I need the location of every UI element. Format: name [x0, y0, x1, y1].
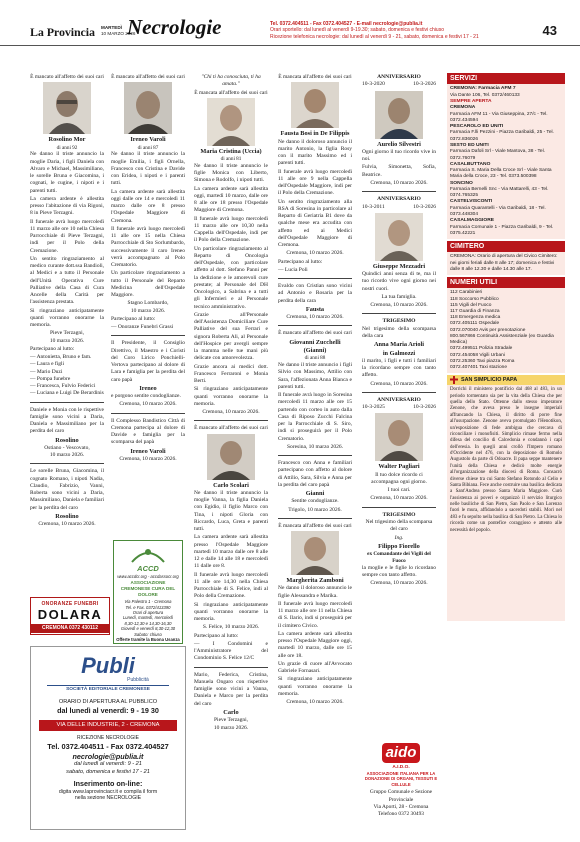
notice-text: Un particolare ringraziamento al Reparto di Oncologia dell'Ospedale, con particolare affetto al dott. Stefano Panni per la dedizione e le amorevoli cure prestate; al Personale del DH Oncologico, a Sabrina e a tutti gli Infermieri e al Personale tecnico amministrativo. [194, 245, 268, 310]
obituary-column-3 [194, 74, 268, 733]
notice-text: Francesco con Anna e familiari partecipano con affetto al dolore di Attilio, Sara, Silvia e Anna per la perdita del caro papà [278, 460, 352, 488]
website-section: nella sezione NECROLOGIE [74, 795, 142, 802]
cemetery-title: CIMITERO [447, 241, 565, 252]
notice-text: e porgono sentite condoglianze. [111, 393, 181, 400]
email-link[interactable]: necrologie@publia.it [72, 751, 144, 761]
publi-logo-sub: Pubblicità [127, 677, 149, 683]
deceased-name: Aurelio Silvestri [377, 140, 421, 148]
deceased-age: di anni 88 [304, 355, 326, 362]
publi-address: VIA DELLE INDUSTRIE, 2 - CREMONA [39, 720, 177, 732]
condolence-item: — Lucia Poli [278, 266, 308, 273]
notice-text: La camera ardente sarà allestita presso l'Ospedale Maggiore martedì 10 marzo dalle ore 8 alle 12 e dalle 14 alle 18 e mercoledì 11 dalle ore 8. [194, 534, 268, 570]
aido-logo: aido [382, 743, 420, 763]
notice-text: Un particolare ringraziamento a tutto il Personale del Reparto Medicina dell'Ospedale Maggiore. [111, 270, 185, 299]
opening-hours: dal lunedì al venerdì: 9 - 19 30 [57, 706, 159, 716]
notice-text: Il funerale avrà luogo mercoledì 11 marzo alle ore 10 nella Chiesa Parrocchiale di Pieve Terzagni, indi per il Polo della Cremazione. [30, 218, 104, 254]
notice-text: La tua famiglia. [381, 293, 417, 300]
funeral-home-ad [30, 597, 110, 635]
notice-text: Un sentito ringraziamento alla RSA di Soresina in particolare al Reparto di Geriatria B1 dove da qualche mese era accudita con affetto ed ai Medici dell'Ospedale Maggiore di Cremona. [278, 198, 352, 249]
deceased-name: Giovanni Zucchelli (Gianni) [289, 338, 341, 354]
notice-text: Il Complesso Bandistico Città di Cremona partecipa al dolore di Davide e famiglia per la scomparsa del papà [111, 417, 185, 446]
deceased-name: Walter Pagliari [378, 463, 420, 471]
notice-place: Trigolo, 10 marzo 2026. [288, 506, 342, 513]
notice-text: Un sentito ringraziamento al medico curante dott.ssa Bandioli, al Medici e a tutto il Personale dell'Unità Operativa Cure Palliative della Casa di Cura Ancelle della Carità per l'assistenza prestata. [30, 255, 104, 306]
ad-phone: CREMONA 0372 430112 [31, 624, 109, 633]
notice-text: il marito, i figli e tutti i familiari la ricordano sempre con tanto affetto. [362, 357, 436, 379]
notice-place: Pieve Terzagni, 10 marzo 2026. [213, 717, 249, 731]
aido-description: ASSOCIAZIONE ITALIANA PER LA DONAZIONE DI ORGANI, TESSUTI E CELLULE [364, 770, 438, 787]
notice-place: Cremona, 10 marzo 2026. [286, 699, 344, 706]
notice-text: Daniele e Monia con le rispettive famiglie sono vicini a Daria, Daniela e Massimiliano per la perdita del caro [30, 406, 104, 435]
accd-line: Tel. e Fax. 0372/413390 [125, 604, 171, 610]
reception-title: RICEZIONE NECROLOGIE [77, 735, 139, 742]
accd-line: Sabato: chiuso [134, 631, 162, 637]
accd-line: Offerte tramite la Buona Usanza [116, 637, 180, 643]
notice-heading: È mancato all'affetto dei suoi cari [111, 74, 185, 80]
condolence-item: — Luciana e Luigi De Berardinis [30, 390, 104, 397]
publi-company: SOCIETÀ EDITORIALE CREMONESE [47, 685, 169, 693]
deceased-name: Gianni [305, 490, 325, 498]
notice-place: Cremona, 10 marzo 2026. [370, 179, 428, 186]
notice-place: Cremona, 10 marzo 2026. [370, 380, 428, 387]
useful-numbers-title: NUMERI UTILI [447, 277, 565, 288]
notice-heading: È mancata all'affetto dei suoi cari [278, 522, 352, 529]
notice-text: Ne danno il doloroso annuncio il marito Antonio, la figlia Rosy con il marito Massimo ed i parenti tutti. [278, 138, 352, 167]
notice-text: Mario, Federica, Cristina, Manuela Ongaro con rispettive famiglie sono vicini a Vanna, Daniela e Marco per la perdita del caro [194, 671, 268, 707]
notice-place: Cremona, 10 marzo 2026. [119, 456, 177, 462]
notice-text: Il funerale avrà luogo in Soresina mercoledì 11 marzo alle ore 15 partendo con corteo in auto dalla Casa di Riposo Zucchi Falcina per la Parrocchiale di S. Siro, indi si proseguirà per il Polo Crematorio. [278, 392, 352, 442]
portrait-photo [291, 82, 339, 128]
notice-text: Nel trigesimo della scomparsa della cara [362, 325, 436, 339]
pharmacy-list: CREMONA: Farmacia AFM 7 Via Dante 106, Tel. 0372/460133 SEMPRE APERTA CREMONA Farmacia AFM 11 - Via Giuseppina, 27/c - Tel. 0372.434594 PESCAROLO ED UNITI Farmacia F.lli Pezzini - Piazza Garibaldi, 25 - Tel. 0372.836026 SESTO ED UNITI Farmacia Dafoli Srl - Viale Mantova, 38 - Tel. 0372.76079 CASALBUTTANO Farmacia S. Maria Della Croce Srl - Viale Santa Maria della Croce, 23 - Tel. 0373.500398 SONCINO Farmacia Bernelli Snc - Via Mattarelli, 43 - Tel. 0374.765325 CASTELVISCONTI Farmacia Quarantelli - Via Garibaldi, 18 - Tel. 0373.448304 CASALMAGGIORE Farmacia Comunale 1 - Piazza Garibaldi, 9 - Tel. 0375.42221 [447, 84, 565, 239]
phone-fax: Tel. 0372.404511 - Fax 0372.404527 [47, 742, 169, 752]
notice-text: Il funerale avrà luogo mercoledì 11 marzo alle ore 11 nella Chiesa di S. Ilario, indi si proseguirà per il cimitero Civico. [278, 600, 352, 629]
deceased-name: Fausta Bosi in De Filippis [280, 130, 350, 138]
notice-text: La camera ardente sarà allestita oggi, martedì 10 marzo, dalle ore 8 alle ore 18 presso l'Ospedale Maggiore di Cremona. [194, 185, 268, 214]
portrait-photo [375, 213, 423, 261]
notice-text: la moglie e le figlie lo ricordano sempre con tanto affetto. [362, 564, 436, 579]
anniversary-column [362, 74, 436, 589]
accd-line: 8,30-12,30 e 14,30-16,30 [124, 620, 172, 626]
notice-text: Si ringraziano anticipatamente quanti vorranno onorarne la memoria. [194, 386, 268, 407]
deceased-name: in Galmozzi [382, 349, 416, 357]
portrait-photo [43, 82, 91, 134]
anniversary-heading: ANNIVERSARIO [377, 74, 421, 80]
obituary-column-4 [278, 74, 352, 707]
notice-text: Grazie ancora ai medici dott. Francesco Ferraroni e Monia Berti. [194, 363, 268, 385]
accd-line: Giovedì e venerdì 8,30-12,30 [120, 626, 176, 632]
anniversary-years: 10-3-2011 10-3-2026 [362, 203, 436, 210]
notice-title: Ing. [394, 534, 404, 541]
trigesimo-heading: TRIGESIMO [382, 318, 416, 325]
notice-place: Cremona, 10 marzo 2026. [38, 521, 96, 528]
services-title: SERVIZI [447, 73, 565, 84]
portrait-photo [207, 98, 255, 146]
ad-heading: ONORANZE FUNEBRI [31, 598, 109, 608]
deceased-name: Giuseppe Mezzadri [372, 262, 426, 270]
condolence-item: — Francesca, Fulvio Federici [30, 383, 96, 390]
anniversary-heading: ANNIVERSARIO [377, 396, 421, 403]
condolence-item: — Pompa funebre [30, 375, 71, 382]
notice-text: Si ringraziano anticipatamente quanti vorranno onorarne la memoria. [278, 676, 352, 697]
notice-text: Ne danno il triste annuncio la moglie Daria, i figli Daniela con Alvaro e Michael, Massimiliano, le sorelle Bruna e Giacomina, i cognati, le cugine, i nipoti e i parenti tutti. [30, 151, 104, 194]
services-sidebar [447, 73, 565, 841]
notice-text: La camera ardente sarà allestita oggi dalle ore 14 e mercoledì 11 marzo dalle ore 8 presso l'Ospedale Maggiore di Cremona. [111, 188, 185, 224]
notice-heading: È mancata all'affetto dei suoi cari [278, 74, 352, 80]
notice-text: Fulvia, Simonetta, Sofia, Beatrice. [362, 164, 436, 178]
notice-place: Stagno Lombardo, 10 marzo 2026. [127, 300, 169, 314]
notice-text: Un grazie di cuore all'Avvocato Gabriele Fornasari. [278, 660, 352, 675]
obituary-column-1 [30, 74, 104, 530]
deceased-name: Carlo Scolari [213, 481, 249, 489]
portrait-photo [291, 531, 339, 575]
condolence-heading: Partecipano al lutto: [278, 258, 323, 265]
aido-name: A.I.D.O. [392, 764, 410, 770]
notice-text: La camera ardente è allestita presso l'abitazione di via Rigoni, 8 in Pieve Terzagni. [30, 195, 104, 217]
notice-text: Si ringraziano anticipatamente quanti vorranno onorarne la memoria. [194, 601, 268, 623]
notice-text: Quindici anni senza di te, ma il tuo ricordo vive ogni giorno nei nostri cuori. [362, 271, 436, 292]
deceased-role: ex Comandante dei Vigili del Fuoco [367, 551, 431, 565]
portrait-photo [207, 434, 255, 480]
notice-heading: È mancato all'affetto dei suoi cari [278, 330, 352, 337]
notice-text: Ne danno il triste annuncio la moglie Vanna, la figlia Daniela con Egidio, il figlio Marco con Tina, i nipoti Gloria con Riccardo, Luca, Greta e parenti tutti. [194, 489, 268, 533]
notice-text: Ne danno il triste annuncio i figli Silvio con Massimo, Attilio con Sara, l'affezionata Anna Bianca e parenti tutti. [278, 362, 352, 390]
notice-text: Il tuo dolce ricordo ci accompagna ogni giorno. [371, 471, 427, 485]
notice-text: Il funerale avrà luogo mercoledì 11 alle ore 14,30 nella Chiesa Parrocchiale di S. Felice, indi al Polo della Cremazione. [194, 571, 268, 600]
condolence-heading: Partecipano al lutto: [30, 345, 75, 352]
notice-text: Ne danno il triste annuncio le figlie Monica con Liberto, Simona e Rodolfo, i nipoti tutti. [194, 162, 268, 184]
aido-line: Telefono 0372 30493 [377, 810, 425, 817]
notice-text: Si ringraziano anticipatamente quanti vorranno onorarne la memoria. [30, 307, 104, 329]
page-number: 43 [542, 23, 557, 38]
quote: "Chi ti ha conosciuta, ti ha amata." [201, 74, 261, 88]
accd-ad [113, 540, 183, 644]
saint-biography: Dorrichi il ministero pontificio dal 468 al 483, in un periodo tormentato sia per la vita della Chiesa che per quella dello Stato. Ottenne dallo stesso imperatore Zenone, che aveva preso le insegne imperiali affrancando la Chiesa, il diritto di porre fine all'usurpazione. Zenone aveva promulgato l'Henotikon, un'esposizione di fede ambigua che cercava di riconciliare i monofisiti. Simplicio rimase fermo nella difesa del concilio di Calcedonia e condannò i capi dell'eresia. In quegli anni crollò l'Impero romano d'Occidente nel 476, con la deposizione di Romolo Augustolo da parte di Odoacre. Il papa seppe mantenere l'unità della Chiesa e dedicò molte energie all'organizzazione della diocesi di Roma. Consacrò diverse chiese tra cui Santo Stefano Rotondo al Celio e Santa Bibiana. Fece anche costruire una basilica dedicata a Sant'Andrea presso Santa Maria Maggiore. Curò l'assistenza ai poveri e organizzò il servizio liturgico nelle basiliche di San Pietro, San Paolo e San Lorenzo fuori le mura, affidandolo a sacerdoti stabili. Morì nel 483 e fu sepolto nella basilica di San Pietro. La Chiesa lo ricorda come un pontefice coraggioso e attento alle necessità del popolo. [447, 385, 565, 621]
issue-date: MARTEDÌ 10 MARZO 2026 [101, 25, 136, 36]
notice-place: Cremona, 10 marzo 2026. [119, 401, 177, 408]
deceased-name: Filippo Fiorello [378, 542, 420, 550]
notice-text: Le sorelle Bruna, Giacomina, il cognato Romano, i nipoti Nadia, Claudio, Fabrizio, Vanni, Roberta sono vicini a Daria, Massimiliano, Daniela e familiari per la perdita del caro [30, 468, 104, 511]
notice-place: Cremona, 10 marzo 2026. [370, 302, 428, 309]
notice-text: Grazie all'Personale dell'Assistenza Domiciliare Cure Palliative del sua Ferrari e signora Roberta Ali, al Personale dell'Hospice per avergli sempre la mamma nelle tue mani più delicate con amorevolezza. [194, 311, 268, 362]
notice-place: Cremona, 10 marzo 2026. [202, 409, 260, 416]
deceased-name: Ireneo Varoli [130, 447, 166, 455]
condolence-heading: Partecipano al lutto: [194, 632, 239, 639]
notice-heading: È mancato all'affetto dei suoi cari [194, 425, 268, 432]
notice-text: Ogni giorno il tuo ricordo vive in noi. [362, 148, 436, 163]
notice-text: Il funerale avrà luogo mercoledì 11 marzo alle ore 10,30 nella Cappella dell'Ospedale, indi per il Polo della Cremazione. [194, 215, 268, 244]
deceased-age: di anni 81 [220, 156, 242, 163]
deceased-name: Maria Cristina (Uccia) [200, 147, 262, 155]
aido-ad [362, 743, 440, 835]
notice-text: Il funerale avrà luogo mercoledì 11 alle ore 9 nella Cappella dell'Ospedale Maggiore, indi per il Polo della Cremazione. [278, 168, 352, 197]
reception-hours: dal lunedì al venerdì: 9 - 21 [74, 761, 142, 768]
useful-numbers-list: 112 Carabinieri 118 Soccorso Pubblico 115 Vigili del Fuoco 117 Guardia di Finanza 118 Emergenza medica 0372.405111 Ospedale 0372.070040 Avis per prenotazione 800.567866 Continuità Assistenziale (ex Guardia Medica) 0372.499511 Polizia Stradale 0372.454058 Vigili Urbani 0372.25360 Taxi piazza Roma 0372.407401 Taxi stazione [447, 288, 565, 373]
newspaper-logo: La Provincia [30, 25, 95, 39]
notice-place: Cremona, 10 marzo 2026. [370, 495, 428, 502]
ad-brand: DOLARA [37, 606, 103, 622]
online-title: Inserimento on-line: [73, 779, 143, 789]
notice-text: Ne danno il doloroso annuncio le figlie Alessandra e Marika. [278, 585, 352, 599]
accd-site[interactable]: www.accdcr.org - accdassocr.org [117, 573, 179, 579]
deceased-name: Rosolino [55, 512, 79, 520]
publi-logo: Publi [81, 653, 135, 678]
deceased-name: Margherita Zamboni [286, 577, 344, 585]
condolence-heading: Partecipano al lutto: [111, 315, 156, 322]
notice-place: S. Felice, 10 marzo 2026. [202, 624, 260, 631]
condolence-item: — I Condomini e l'Amministratore del Condominio S. Felice 12/C [194, 640, 268, 662]
anniversary-years: 10-3-2025 10-3-2026 [362, 404, 436, 411]
notice-text: Sentite condoglianze. [291, 498, 339, 505]
trigesimo-heading: TRIGESIMO [382, 511, 416, 518]
deceased-name: Anna Maria Arioli [373, 341, 425, 349]
notice-text: Ne danno il triste annuncio la moglie Emilia, i figli Ornella, Francesco con Cristina e Davide con Eridea, i nipoti e i parenti tutti. [111, 151, 185, 187]
condolence-item: — Antonietta, Bruno e fam. [30, 354, 92, 361]
deceased-age: di anni 87 [137, 144, 159, 151]
publi-box [30, 646, 186, 830]
website-link[interactable]: digita www.laprovinciacr.it e compila il form [58, 788, 158, 795]
notice-place: Cremona, 10 marzo 2026. [286, 250, 344, 257]
deceased-name: Ireneo Varoli [130, 136, 166, 144]
contact-info: Tel. 0372.404511 - Fax 0372.404527 - E-mail necrologie@publia.it Orari sportello: dal lunedì al venerdì 9-19.30; sabato, domenica e festivi chiuso Ricezione telefonica necrologie: dal lunedì al venerdì 9 - 21, sabato, domenica e festivi 17 - 21 [270, 21, 479, 40]
notice-text: La camera ardente sarà allestita presso l'Ospedale Maggiore oggi, martedì 10 marzo, dalle ore 15 alle ore 18. [278, 630, 352, 659]
aido-line: Gruppo Comunale e Sezione Provinciale [369, 789, 433, 803]
notice-text: Nel trigesimo della scomparsa del caro [365, 519, 433, 533]
portrait-photo [124, 82, 172, 134]
deceased-age: di anni 92 [56, 144, 78, 151]
portrait-photo [375, 413, 423, 461]
saint-heading: SAN SIMPLICIO PAPA [447, 375, 565, 385]
notice-place: Pieve Terzagni, 10 marzo 2026. [49, 330, 85, 344]
notice-heading: È mancato all'affetto dei suoi cari [30, 74, 104, 80]
deceased-name: Carlo [223, 708, 239, 716]
obituary-column-2 [111, 74, 185, 464]
accd-line: Lunedì, martedì, mercoledì [122, 615, 174, 621]
condolence-item: — Onoranze Funebri Grassi [111, 324, 174, 331]
deceased-name: Rosolino Mor [48, 136, 86, 144]
notice-place: Cremona, 10 marzo 2026. [286, 314, 344, 321]
condolence-item: — Laura e figli [30, 361, 65, 368]
accd-logo-icon [128, 544, 168, 564]
notice-place: Soresina, 10 marzo 2026. [286, 443, 344, 450]
accd-line: Orari di apertura [132, 610, 164, 616]
reception-hours: sabato, domenica e festivi 17 - 21 [66, 768, 150, 775]
cross-icon [450, 376, 458, 384]
notice-text: Il Presidente, il Consiglio Direttivo, il Maestro e i Coristi del Coro Lirico Ponchielli-Vertova partecipano al dolore di Lara e famiglia per la perdita del caro papà [111, 340, 185, 383]
notice-text: Il funerale avrà luogo mercoledì 11 alle ore 15 nella Chiesa Parrocchiale di Sto Sorlumbardo, successivamente il caro Ireneo verrà accompagnato al Polo Crematorio. [111, 225, 185, 269]
notice-place: Cremona, 10 marzo 2026. [370, 580, 428, 587]
deceased-name: Rosolino [55, 436, 79, 444]
notice-place: Ostiano - Vescovato, 10 marzo 2026. [44, 444, 90, 459]
anniversary-heading: ANNIVERSARIO [377, 196, 421, 203]
cemetery-hours: CREMONA: Orario di apertura del Civico Cimitero: nei giorni feriali dalle 8 alle 17; domenica e festivi dalle 8 alle 12.30 e dalle 14.30 alle 17. [447, 252, 565, 275]
condolence-item: — Mario Duzi [30, 368, 63, 375]
portrait-photo [375, 91, 423, 139]
aido-line: Via Aporti, 28 - Cremona [373, 803, 429, 810]
accd-title: ACCD [137, 564, 159, 573]
deceased-name: Fausta [305, 305, 325, 313]
accd-subtitle: ASSOCIAZIONE CREMONESE CURA DEL DOLORE [120, 580, 176, 598]
notice-text: Evaldo con Cristian sono vicini ad Antonio e Rosaria per la perdita della cara [278, 283, 352, 304]
notice-heading: È mancata all'affetto dei suoi cari [194, 89, 268, 96]
accd-line: Via Palestro 1 - Cremona [124, 599, 172, 605]
notice-text: I tuoi cari. [387, 487, 411, 494]
deceased-name: Ireneo [139, 384, 157, 392]
section-title: Necrologie [127, 15, 222, 39]
anniversary-years: 10-3-2020 10-3-2026 [362, 81, 436, 88]
opening-hours-title: ORARIO DI APERTURA AL PUBBLICO [58, 698, 158, 705]
